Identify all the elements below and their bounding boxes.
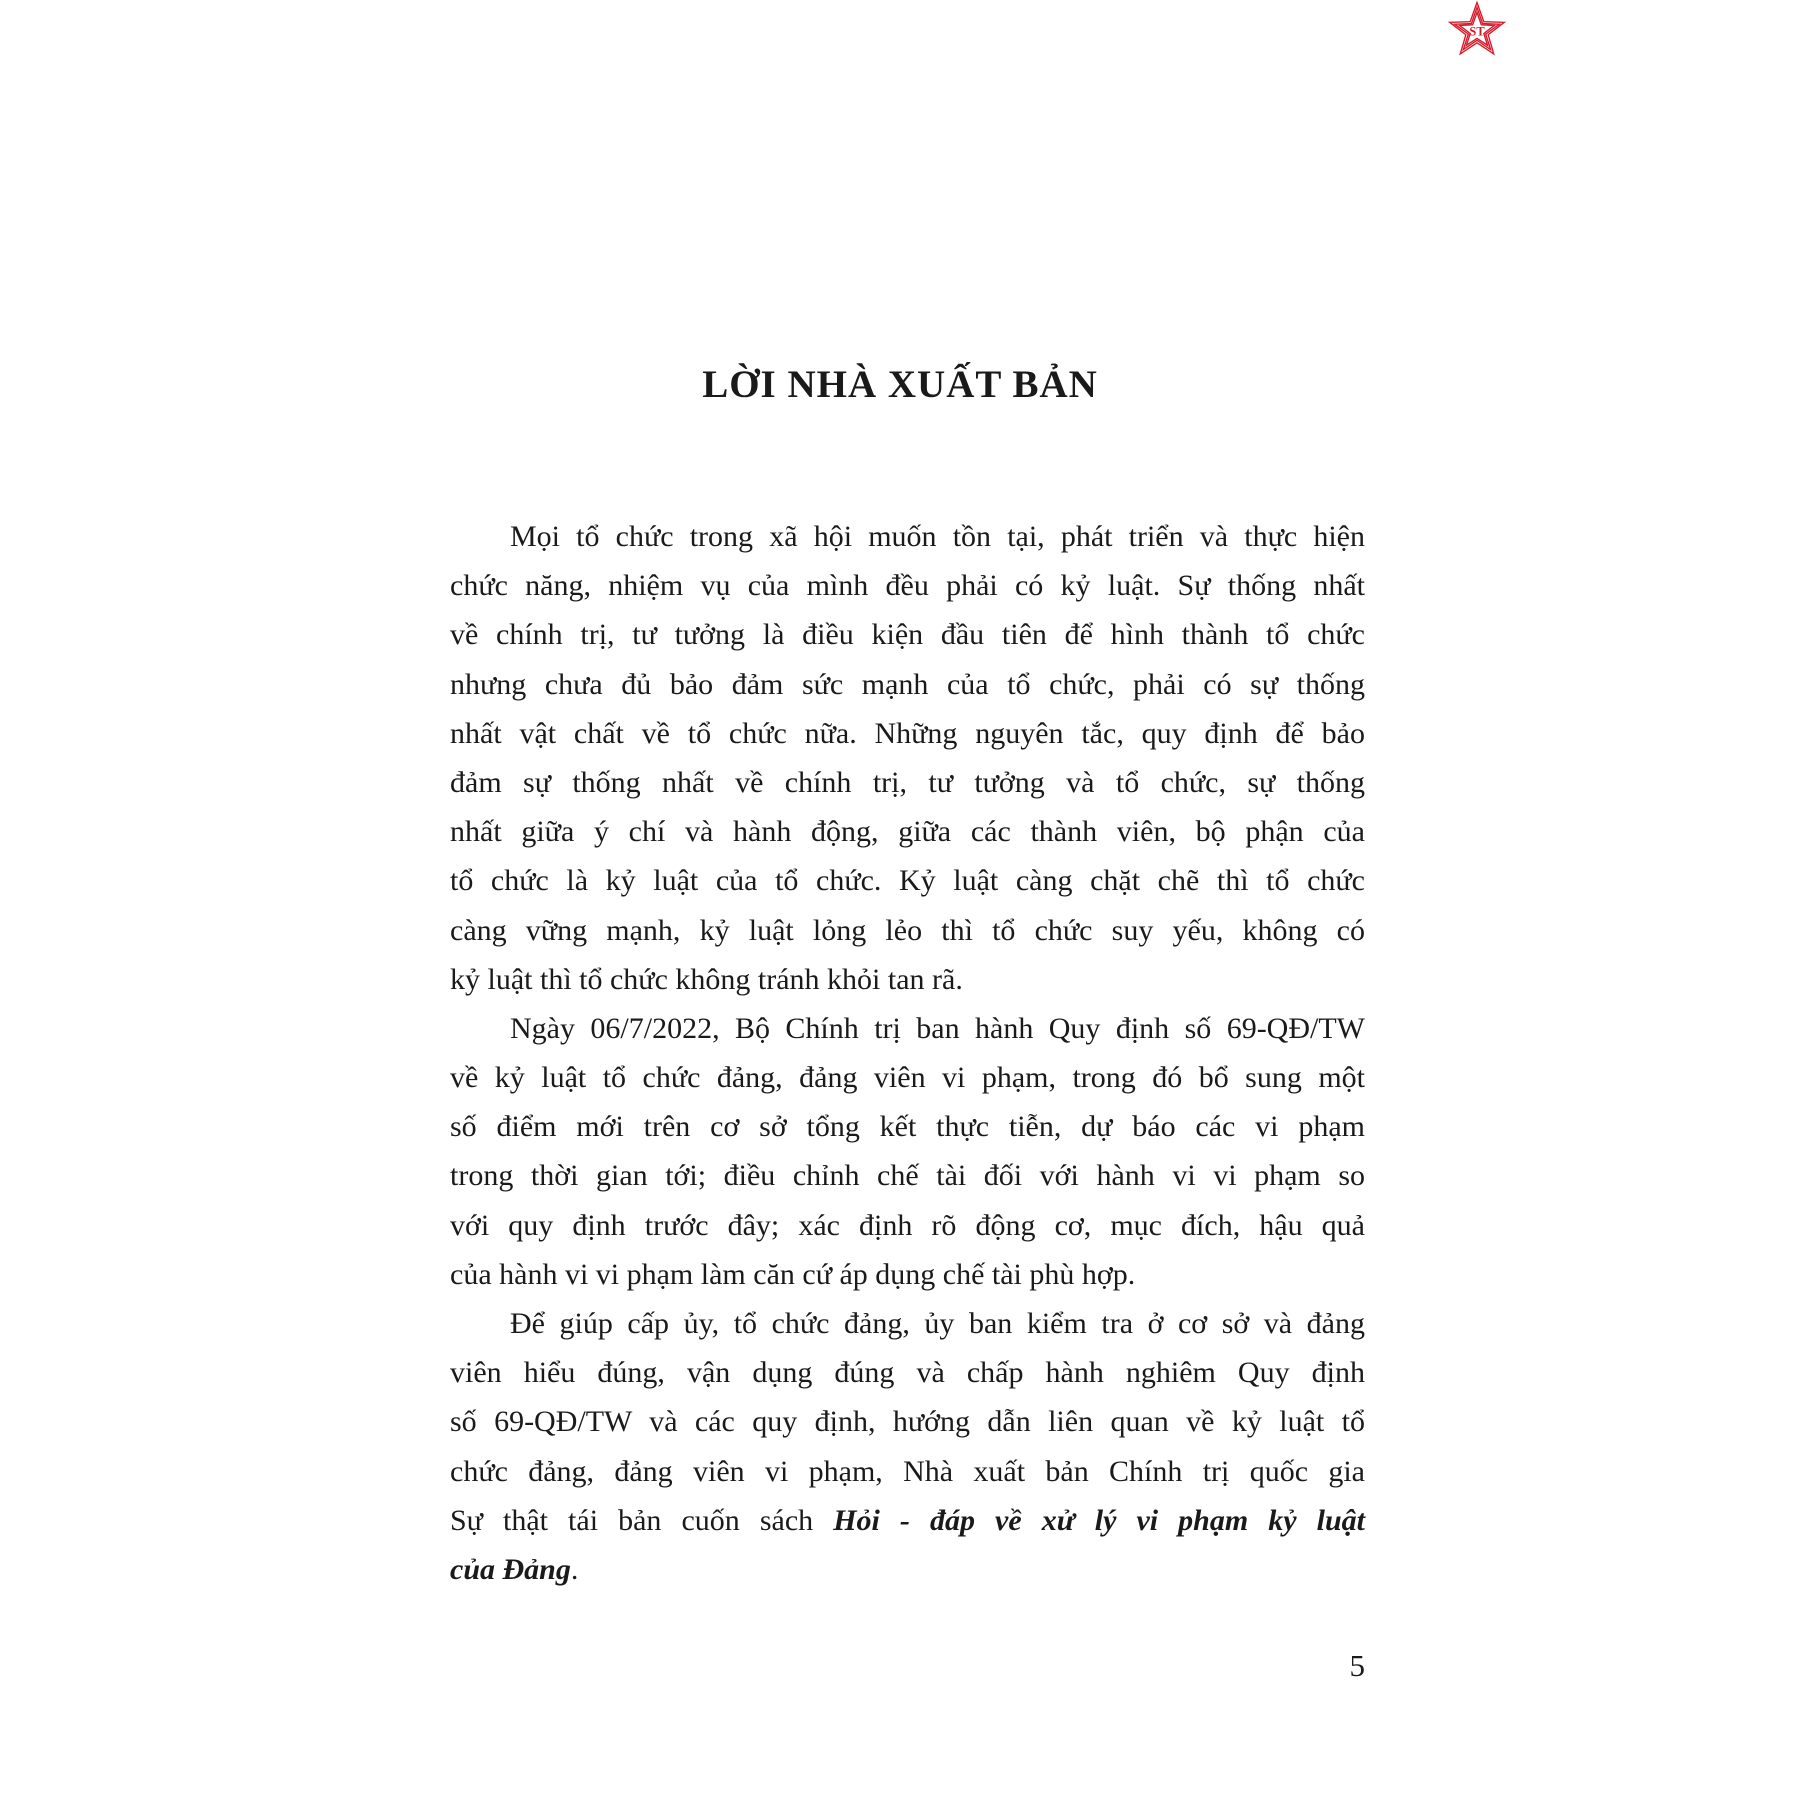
text-line: [450, 512, 1365, 561]
svg-text:ST: ST: [1469, 24, 1485, 39]
text-span: Sự thật tái bản cuốn sách: [450, 1503, 834, 1537]
text-line: [450, 1250, 1365, 1299]
text-line: [450, 610, 1365, 659]
text-line: [450, 807, 1365, 856]
text-span: về chính trị, tư tưởng là điều kiện đầu tiên để hình thành tổ chức: [450, 618, 1365, 652]
text-span: chức đảng, đảng viên vi phạm, Nhà xuất bản Chính trị quốc gia: [450, 1454, 1365, 1488]
text-span: Mọi tổ chức trong xã hội muốn tồn tại, phát triển và thực hiện: [510, 520, 1365, 553]
text-span: của hành vi vi phạm làm căn cứ áp dụng chế tài phù hợp.: [450, 1257, 1136, 1291]
text-span: đảm sự thống nhất về chính trị, tư tưởng và tổ chức, sự thống: [450, 765, 1365, 799]
text-span: kỷ luật thì tổ chức không tránh khỏi tan rã.: [450, 962, 963, 996]
paragraph: [450, 1299, 1365, 1594]
text-line: [450, 1299, 1365, 1348]
text-line: [450, 1496, 1365, 1545]
text-span: số điểm mới trên cơ sở tổng kết thực tiễn, dự báo các vi phạm: [450, 1110, 1365, 1144]
text-span: viên hiểu đúng, vận dụng đúng và chấp hành nghiêm Quy định: [450, 1356, 1365, 1390]
text-span: .: [570, 1552, 579, 1586]
text-span: số 69-QĐ/TW và các quy định, hướng dẫn liên quan về kỷ luật tổ: [450, 1405, 1365, 1439]
text-line: [450, 1447, 1365, 1496]
page-title: LỜI NHÀ XUẤT BẢN: [702, 363, 1098, 406]
page-number: 5: [1349, 1648, 1365, 1683]
text-span: chức năng, nhiệm vụ của mình đều phải có kỷ luật. Sự thống nhất: [450, 569, 1365, 603]
text-span: trong thời gian tới; điều chỉnh chế tài đối với hành vi vi phạm so: [450, 1159, 1365, 1193]
text-line: [450, 856, 1365, 905]
text-span: Ngày 06/7/2022, Bộ Chính trị ban hành Quy định số 69-QĐ/TW: [510, 1011, 1365, 1045]
paragraph: [450, 512, 1365, 1004]
text-span: về kỷ luật tổ chức đảng, đảng viên vi phạm, trong đó bổ sung một: [450, 1061, 1365, 1095]
text-line: [450, 1102, 1365, 1151]
text-span: nhất giữa ý chí và hành động, giữa các thành viên, bộ phận của: [450, 815, 1365, 849]
text-span: Để giúp cấp ủy, tổ chức đảng, ủy ban kiểm tra ở cơ sở và đảng: [510, 1307, 1365, 1340]
text-span: càng vững mạnh, kỷ luật lỏng lẻo thì tổ chức suy yếu, không có: [450, 913, 1365, 947]
text-line: [450, 1201, 1365, 1250]
text-line: [450, 561, 1365, 610]
text-span: với quy định trước đây; xác định rõ động cơ, mục đích, hậu quả: [450, 1208, 1365, 1242]
text-span: nhưng chưa đủ bảo đảm sức mạnh của tổ chức, phải có sự thống: [450, 667, 1365, 701]
text-line: [450, 955, 1365, 1004]
text-line: [450, 709, 1365, 758]
text-span: nhất vật chất về tổ chức nữa. Những nguyên tắc, quy định để bảo: [450, 716, 1365, 750]
text-line: [450, 1348, 1365, 1397]
text-line: [450, 1053, 1365, 1102]
paragraph: [450, 1004, 1365, 1299]
book-title-emphasis: Hỏi - đáp về xử lý vi phạm kỷ luật: [833, 1503, 1365, 1537]
publisher-star-logo: [1446, 0, 1508, 62]
text-line: [450, 1004, 1365, 1053]
text-line: [450, 660, 1365, 709]
text-line: [450, 906, 1365, 955]
text-span: tổ chức là kỷ luật của tổ chức. Kỷ luật càng chặt chẽ thì tổ chức: [450, 864, 1365, 898]
foreword-body: [450, 512, 1365, 1594]
text-line: [450, 758, 1365, 807]
text-line: [450, 1151, 1365, 1200]
book-title-emphasis: của Đảng: [450, 1552, 571, 1586]
text-line: [450, 1397, 1365, 1446]
text-line: [450, 1545, 1365, 1594]
